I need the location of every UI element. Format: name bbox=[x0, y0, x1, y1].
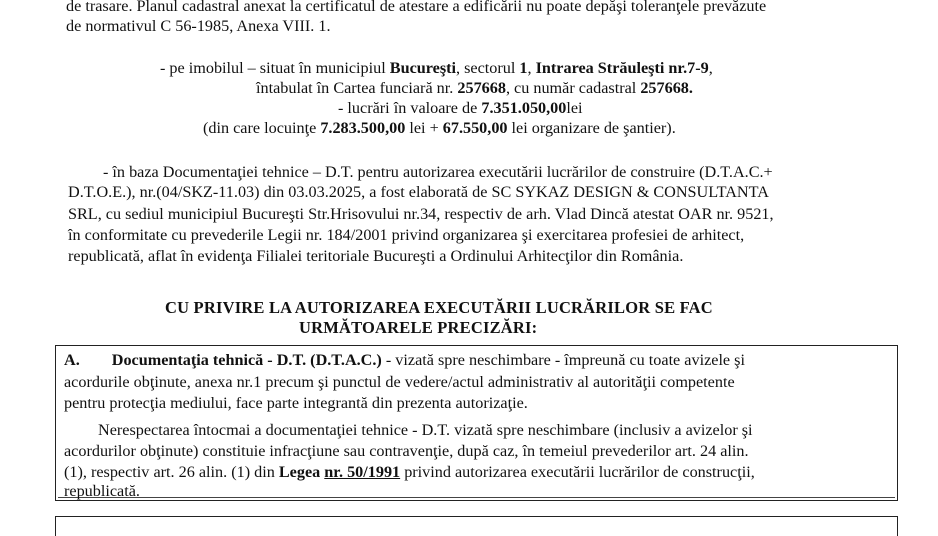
property-line-2 bbox=[256, 78, 693, 98]
property-text: lei organizare de şantier). bbox=[507, 119, 676, 137]
section-a-line-3: pentru protecţia mediului, face parte integrantă din prezenta autorizaţie. bbox=[64, 394, 528, 412]
cadastral-number: 257668. bbox=[640, 79, 693, 97]
section-a-letter: A. bbox=[64, 351, 80, 369]
intro-line-2: de normativul C 56-1985, Anexa VIII. 1. bbox=[66, 17, 331, 35]
works-value: 7.351.050,00 bbox=[481, 99, 567, 117]
section-a-text: privind autorizarea executării lucrărilor de construcţii, bbox=[400, 463, 755, 481]
section-a-text: - vizată spre neschimbare - împreună cu toate avizele şi bbox=[381, 351, 745, 369]
property-sector: 1 bbox=[519, 59, 528, 77]
section-heading-line-1: CU PRIVIRE LA AUTORIZAREA EXECUTĂRII LUCRĂRILOR SE FAC bbox=[165, 298, 713, 317]
section-a-line-5: acordurilor obţinute) constituie infracţiune sau contravenţie, după caz, în temeiul prevederilor art. 24 alin. bbox=[64, 442, 749, 460]
section-a-text: (1), respectiv art. 26 alin. (1) din bbox=[64, 463, 279, 481]
intro-line-1: de trasare. Planul cadastral anexat la certificatul de atestare a edificării nu poate depăşi toleranţele prevăzute bbox=[66, 0, 767, 15]
next-section-frame bbox=[55, 516, 898, 536]
property-text: întabulat în Cartea funciară nr. bbox=[256, 79, 458, 97]
property-line-1 bbox=[160, 58, 713, 78]
section-heading-line-2: URMĂTOARELE PRECIZĂRI: bbox=[299, 318, 538, 337]
property-text: (din care locuinţe bbox=[203, 119, 321, 137]
housing-value: 7.283.500,00 bbox=[320, 119, 406, 137]
property-line-3 bbox=[338, 98, 583, 118]
section-a-title: Documentaţia tehnică - D.T. (D.T.A.C.) bbox=[111, 351, 382, 369]
law-number: nr. 50/1991 bbox=[324, 463, 401, 481]
property-text: - pe imobilul – situat în municipiul bbox=[160, 59, 390, 77]
property-line-4 bbox=[203, 118, 676, 138]
property-text: , bbox=[708, 59, 713, 77]
documentation-line-2: D.T.O.E.), nr.(04/SKZ-11.03) din 03.03.2025, a fost elaborată de SC SYKAZ DESIGN & CONSULTANTA bbox=[68, 183, 769, 201]
property-text: , cu număr cadastral bbox=[505, 79, 641, 97]
documentation-line-4: în conformitate cu prevederile Legii nr. 184/2001 privind organizarea şi exercitarea profesiei de arhitect, bbox=[68, 226, 745, 244]
property-text: lei bbox=[566, 99, 583, 117]
property-street: Intrarea Străuleşti nr.7-9 bbox=[535, 59, 709, 77]
property-text: , bbox=[527, 59, 536, 77]
site-organization-value: 67.550,00 bbox=[442, 119, 508, 137]
documentation-line-3: SRL, cu sediul municipiul Bucureşti Str.Hrisovului nr.34, respectiv de arh. Vlad Dincă atestat OAR nr. 9521, bbox=[68, 205, 774, 223]
documentation-line-5: republicată, aflat în evidenţa Filialei teritoriale Bucureşti a Ordinului Arhitecţilor din România. bbox=[68, 247, 684, 265]
section-a-line-6 bbox=[64, 462, 755, 482]
property-text: lei + bbox=[405, 119, 443, 137]
section-a-line-1 bbox=[64, 350, 745, 370]
law-name: Legea bbox=[278, 463, 325, 481]
property-text: - lucrări în valoare de bbox=[338, 99, 482, 117]
documentation-line-1: - în baza Documentaţiei tehnice – D.T. pentru autorizarea executării lucrărilor de construire (D.T.A.C.+ bbox=[103, 163, 773, 181]
land-registry-number: 257668 bbox=[457, 79, 506, 97]
section-a-line-7: republicată. bbox=[64, 482, 140, 500]
property-text: , sectorul bbox=[456, 59, 520, 77]
section-a-divider bbox=[58, 497, 895, 498]
section-a-line-4: Nerespectarea întocmai a documentaţiei tehnice - D.T. vizată spre neschimbare (inclusiv a avizelor şi bbox=[98, 421, 753, 439]
property-city: Bucureşti bbox=[389, 59, 457, 77]
section-a-line-2: acordurile obţinute, anexa nr.1 precum şi punctul de vedere/actul administrativ al autorităţii competente bbox=[64, 373, 735, 391]
